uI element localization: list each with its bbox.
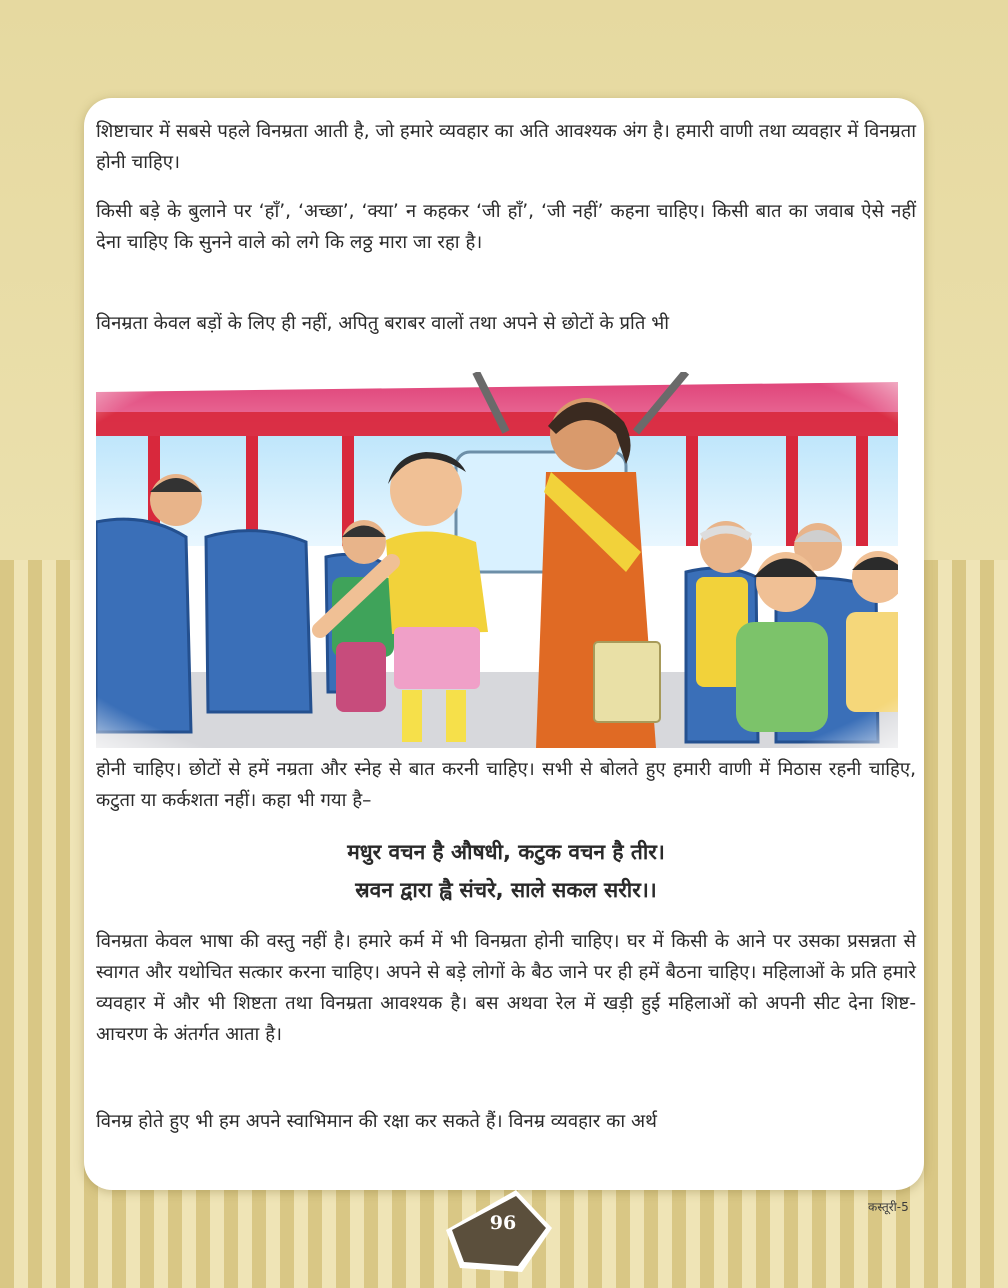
paragraph-6: विनम्र होते हुए भी हम अपने स्वाभिमान की रक्षा कर सकते हैं। विनम्र व्यवहार का अर्थ [96,1111,657,1132]
couplet-line-2: स्रवन द्वारा ह्वै संचरे, साले सकल सरीर।। [355,878,657,902]
paragraph-1: शिष्टाचार में सबसे पहले विनम्रता आती है, जो हमारे व्यवहार का अति आवश्यक अंग है। हमारी वाणी तथा व्यवहार में विनम्रता होनी चाहिए। [96,121,916,173]
page-number: 96 [489,1212,517,1234]
paragraph-3: विनम्रता केवल बड़ों के लिए ही नहीं, अपितु बराबर वालों तथा अपने से छोटों के प्रति भी [96,313,670,334]
paragraph-2: किसी बड़े के बुलाने पर ‘हाँ’, ‘अच्छा’, ‘क्या’ न कहकर ‘जी हाँ’, ‘जी नहीं’ कहना चाहिए। किसी बात का जवाब ऐसे नहीं देना चाहिए कि सुनने वाले को लगे कि लठ्ठ मारा जा रहा है। [96,201,916,253]
bus-illustration [96,372,898,748]
couplet-line-1: मधुर वचन है औषधी, कटुक वचन है तीर। [347,840,665,864]
book-label: कस्तूरी-5 [868,1200,909,1214]
paragraph-5: विनम्रता केवल भाषा की वस्तु नहीं है। हमारे कर्म में भी विनम्रता होनी चाहिए। घर में किसी के आने पर उसका प्रसन्नता से स्वागत और यथोचित सत्कार करना चाहिए। अपने से बड़े लोगों के बैठ जाने पर ही हमें बैठना चाहिए। महिलाओं के प्रति हमारे व्यवहार में और भी शिष्टता तथा विनम्रता आवश्यक है। बस अथवा रेल में खड़ी हुई महिलाओं को अपनी सीट देना शिष्ट-आचरण के अंतर्गत आता है। [96,931,916,1045]
paragraph-4: होनी चाहिए। छोटों से हमें नम्रता और स्नेह से बात करनी चाहिए। सभी से बोलते हुए हमारी वाणी में मिठास रहनी चाहिए, कटुता या कर्कशता नहीं। कहा भी गया है– [96,759,916,811]
